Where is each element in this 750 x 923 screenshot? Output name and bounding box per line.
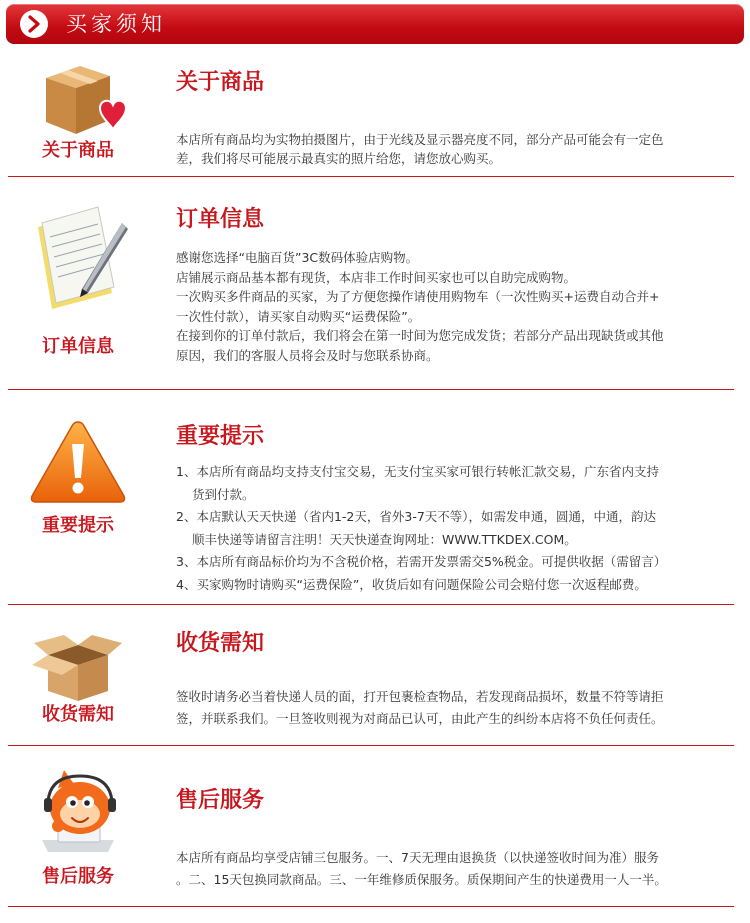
warning-icon	[28, 418, 128, 518]
text-line: 2、本店默认天天快递（省内1-2天，省外3-7天不等），如需发申通，圆通，中通，韵达	[176, 509, 657, 525]
text-line: 感谢您选择“电脑百货”3C数码体验店购物。	[176, 250, 419, 265]
section-title: 收货需知	[176, 631, 265, 656]
text-line: 本店所有商品均享受店铺三包服务。一、7天无理由退换货（以快递签收时间为准）服务	[176, 850, 659, 865]
text-line: 1、本店所有商品均支持支付宝交易，无支付宝买家可银行转帐汇款交易，广东省内支持	[176, 464, 659, 479]
section-body	[176, 461, 732, 597]
header-banner	[6, 4, 744, 44]
text-line: 签，并联系我们。一旦签收则视为对商品已认可，由此产生的纠纷本店将不负任何责任。	[176, 711, 664, 726]
text-line: 本店所有商品均为实物拍摄图片，由于光线及显示器亮度不同，部分产品可能会有一定色	[176, 132, 664, 147]
section-title: 售后服务	[176, 788, 265, 813]
text-line: 顺丰快递等请留言注明！天天快递查询网址：WWW.TTKDEX.COM。	[192, 531, 577, 547]
section-body	[176, 686, 732, 730]
section-body	[176, 248, 732, 366]
section-body	[176, 847, 732, 891]
section-label: 关于商品	[42, 140, 114, 161]
section-after-sales	[8, 746, 734, 907]
text-line: 货到付款。	[192, 486, 255, 502]
section-important-notes	[8, 390, 734, 605]
text-line: 店铺展示商品基本都有现货，本店非工作时间买家也可以自助完成购物。	[176, 269, 577, 285]
section-label: 售后服务	[42, 866, 114, 887]
section-receiving-notes	[8, 605, 734, 746]
text-line: 。二、15天包换同款商品。三、一年维修质保服务。质保期间产生的快递费用一人一半。	[176, 872, 667, 887]
text-line: 3、本店所有商品标价均为不含税价格，若需开发票需交5%税金。可提供收据（需留言）	[176, 554, 667, 570]
chevron-right-icon	[20, 10, 48, 38]
section-label: 收货需知	[42, 704, 114, 725]
text-line: 签收时请务必当着快递人员的面，打开包裹检查物品，若发现商品损坏，数量不符等请拒	[176, 689, 664, 704]
section-label: 订单信息	[42, 336, 114, 357]
section-about-products	[8, 46, 734, 177]
text-line: 一次性付款），请买家自动购买“运费保险”。	[176, 308, 421, 324]
section-label: 重要提示	[42, 515, 114, 536]
section-title: 重要提示	[176, 424, 265, 449]
text-line: 差，我们将尽可能展示最真实的照片给您，请您放心购买。	[176, 151, 502, 166]
text-line: 4、买家购物时请购买“运费保险”，收货后如有问题保险公司会赔付您一次返程邮费。	[176, 576, 647, 592]
page-title: 买家须知	[66, 12, 166, 36]
section-title: 订单信息	[176, 207, 265, 232]
text-line: 一次购买多件商品的买家，为了方便您操作请使用购物车（一次性购买+运费自动合并+	[176, 289, 660, 305]
section-order-info	[8, 177, 734, 390]
section-title: 关于商品	[176, 70, 265, 95]
text-line: 原因，我们的客服人员将会及时与您联系协商。	[176, 347, 439, 363]
section-body	[176, 130, 732, 168]
text-line: 在接到你的订单付款后，我们将会在第一时间为您完成发货；若部分产品出现缺货或其他	[176, 328, 664, 344]
notepad-pen-icon	[28, 197, 128, 297]
customer-service-mascot-icon	[28, 768, 128, 868]
